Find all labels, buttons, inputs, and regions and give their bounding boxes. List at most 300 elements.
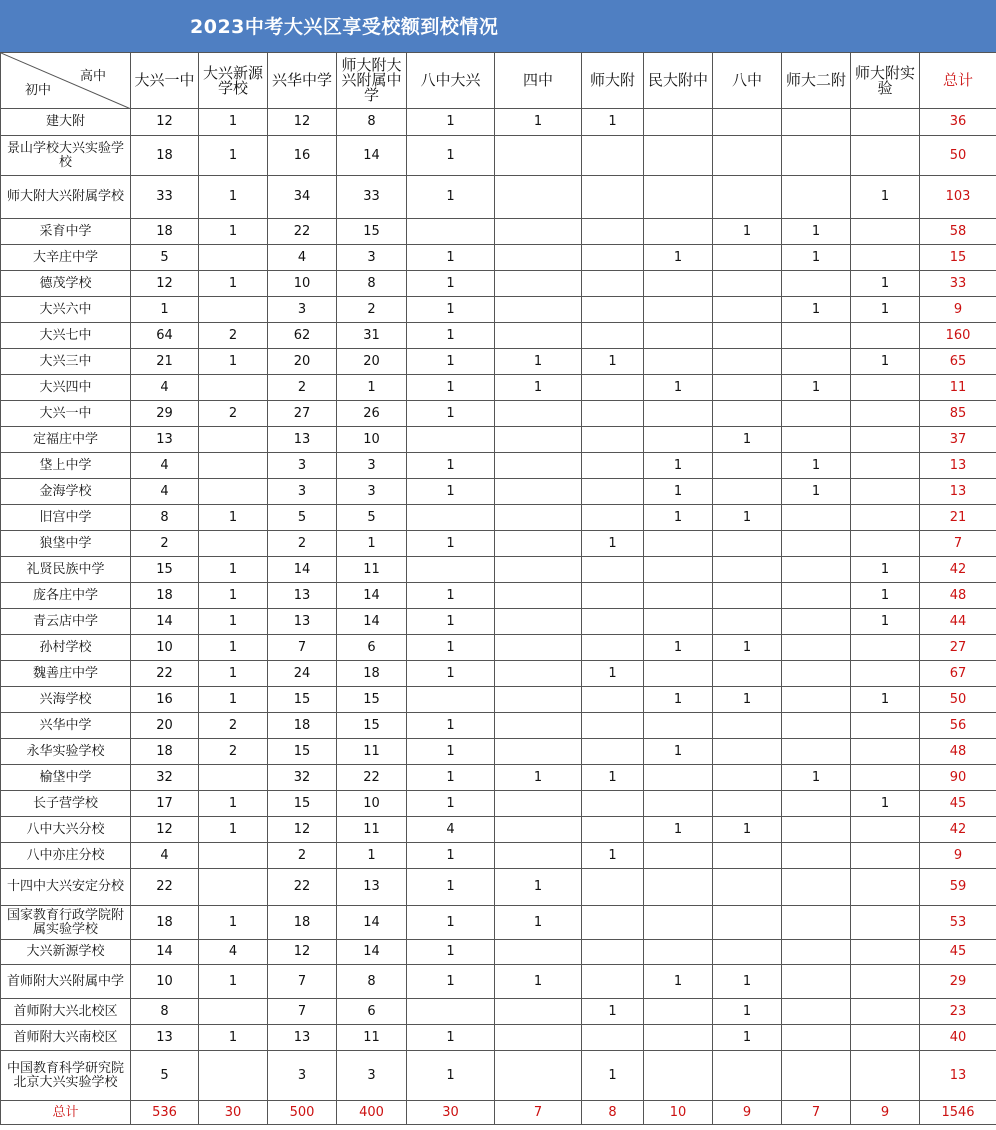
quota-cell: 1 [782, 297, 851, 323]
table-row [1, 635, 996, 661]
quota-cell: 4 [131, 843, 199, 869]
quota-cell [199, 479, 268, 505]
table-body [1, 109, 996, 1125]
quota-cell [782, 176, 851, 219]
quota-cell: 8 [337, 271, 407, 297]
school-name-cell: 兴海学校 [1, 687, 131, 713]
quota-cell: 1 [644, 965, 713, 999]
quota-cell [582, 479, 644, 505]
quota-cell: 1 [199, 557, 268, 583]
admission-table [0, 52, 996, 1125]
quota-cell [782, 505, 851, 531]
quota-cell [495, 1051, 582, 1101]
row-total-cell: 160 [920, 323, 996, 349]
row-total-cell: 65 [920, 349, 996, 375]
quota-cell: 11 [337, 557, 407, 583]
quota-cell [495, 176, 582, 219]
quota-cell: 1 [782, 219, 851, 245]
quota-cell: 2 [268, 531, 337, 557]
row-total-cell: 23 [920, 999, 996, 1025]
quota-cell: 15 [337, 687, 407, 713]
quota-cell [644, 661, 713, 687]
quota-cell [582, 505, 644, 531]
quota-cell: 20 [337, 349, 407, 375]
table-row [1, 609, 996, 635]
quota-cell: 7 [268, 999, 337, 1025]
quota-cell: 2 [199, 739, 268, 765]
quota-cell [495, 713, 582, 739]
quota-cell [713, 713, 782, 739]
quota-cell [851, 999, 920, 1025]
quota-cell: 1 [407, 713, 495, 739]
quota-cell [644, 843, 713, 869]
quota-cell [582, 609, 644, 635]
quota-cell: 2 [268, 375, 337, 401]
quota-cell: 1 [851, 349, 920, 375]
quota-cell: 1 [851, 687, 920, 713]
quota-cell: 8 [131, 999, 199, 1025]
column-total-cell: 536 [131, 1101, 199, 1125]
quota-cell: 4 [407, 817, 495, 843]
quota-cell: 14 [337, 136, 407, 176]
quota-cell [582, 557, 644, 583]
quota-cell: 1 [407, 479, 495, 505]
quota-cell [713, 609, 782, 635]
quota-cell [495, 557, 582, 583]
quota-cell: 1 [495, 765, 582, 791]
quota-cell: 1 [199, 791, 268, 817]
quota-cell [495, 687, 582, 713]
quota-cell [582, 427, 644, 453]
row-total-cell: 50 [920, 136, 996, 176]
quota-cell [495, 136, 582, 176]
quota-cell: 1 [495, 906, 582, 940]
school-name-cell: 首师附大兴附属中学 [1, 965, 131, 999]
column-total-cell: 9 [713, 1101, 782, 1125]
column-header: 师大附 [582, 53, 644, 109]
school-name-cell: 庞各庄中学 [1, 583, 131, 609]
quota-cell [495, 323, 582, 349]
school-name-cell: 孙村学校 [1, 635, 131, 661]
quota-cell: 4 [131, 375, 199, 401]
quota-cell: 1 [199, 349, 268, 375]
quota-cell: 1 [407, 1051, 495, 1101]
quota-cell [782, 906, 851, 940]
school-name-cell: 十四中大兴安定分校 [1, 869, 131, 906]
quota-cell: 1 [199, 661, 268, 687]
row-total-cell: 37 [920, 427, 996, 453]
quota-cell: 15 [337, 713, 407, 739]
row-total-cell: 36 [920, 109, 996, 136]
quota-cell: 1 [407, 401, 495, 427]
quota-cell [644, 1025, 713, 1051]
quota-cell [851, 375, 920, 401]
quota-cell [851, 817, 920, 843]
quota-cell [782, 817, 851, 843]
quota-cell [782, 739, 851, 765]
quota-cell [782, 401, 851, 427]
quota-cell [644, 765, 713, 791]
quota-cell [851, 906, 920, 940]
row-total-cell: 13 [920, 453, 996, 479]
quota-cell [782, 323, 851, 349]
quota-cell: 1 [407, 869, 495, 906]
quota-cell: 10 [268, 271, 337, 297]
school-name-cell: 垡上中学 [1, 453, 131, 479]
quota-cell: 1 [199, 505, 268, 531]
quota-cell: 1 [407, 176, 495, 219]
quota-cell: 13 [268, 583, 337, 609]
quota-cell [495, 583, 582, 609]
quota-cell [495, 999, 582, 1025]
quota-cell: 3 [337, 453, 407, 479]
quota-cell: 11 [337, 817, 407, 843]
quota-cell: 14 [337, 583, 407, 609]
quota-cell [851, 505, 920, 531]
quota-cell: 1 [131, 297, 199, 323]
quota-cell: 1 [199, 271, 268, 297]
row-total-cell: 21 [920, 505, 996, 531]
quota-cell: 1 [407, 635, 495, 661]
quota-cell [713, 1051, 782, 1101]
quota-cell [713, 479, 782, 505]
quota-cell [495, 453, 582, 479]
row-total-cell: 44 [920, 609, 996, 635]
row-total-cell: 48 [920, 739, 996, 765]
quota-cell [851, 843, 920, 869]
quota-cell [407, 505, 495, 531]
row-total-cell: 45 [920, 940, 996, 965]
table-row [1, 817, 996, 843]
table-row [1, 557, 996, 583]
quota-cell: 1 [495, 109, 582, 136]
school-name-cell: 采育中学 [1, 219, 131, 245]
quota-cell [713, 583, 782, 609]
quota-cell [782, 713, 851, 739]
quota-cell [495, 791, 582, 817]
quota-cell [199, 453, 268, 479]
table-row [1, 791, 996, 817]
table-row [1, 375, 996, 401]
quota-cell: 33 [337, 176, 407, 219]
quota-cell: 1 [713, 505, 782, 531]
quota-cell [851, 1051, 920, 1101]
quota-cell: 20 [131, 713, 199, 739]
quota-cell [495, 219, 582, 245]
quota-cell: 1 [199, 1025, 268, 1051]
quota-cell: 2 [199, 713, 268, 739]
quota-cell [582, 375, 644, 401]
school-name-cell: 景山学校大兴实验学校 [1, 136, 131, 176]
quota-cell: 8 [131, 505, 199, 531]
quota-cell: 6 [337, 635, 407, 661]
quota-cell [582, 635, 644, 661]
quota-cell [582, 869, 644, 906]
quota-cell [495, 505, 582, 531]
quota-cell: 20 [268, 349, 337, 375]
quota-cell: 22 [268, 219, 337, 245]
quota-cell [644, 531, 713, 557]
quota-cell [713, 453, 782, 479]
quota-cell: 18 [131, 583, 199, 609]
table-row [1, 965, 996, 999]
quota-cell: 1 [407, 965, 495, 999]
quota-cell: 1 [407, 1025, 495, 1051]
quota-cell: 24 [268, 661, 337, 687]
table-row [1, 869, 996, 906]
quota-cell: 1 [407, 765, 495, 791]
table-row [1, 297, 996, 323]
school-name-cell: 大兴新源学校 [1, 940, 131, 965]
total-label-cell: 总计 [1, 1101, 131, 1125]
quota-cell [851, 427, 920, 453]
quota-cell [644, 297, 713, 323]
quota-cell: 7 [268, 965, 337, 999]
row-total-cell: 13 [920, 1051, 996, 1101]
quota-cell: 13 [268, 427, 337, 453]
row-total-cell: 15 [920, 245, 996, 271]
quota-cell [713, 557, 782, 583]
row-total-cell: 11 [920, 375, 996, 401]
school-name-cell: 首师附大兴南校区 [1, 1025, 131, 1051]
quota-cell [495, 843, 582, 869]
quota-cell: 3 [268, 1051, 337, 1101]
row-total-cell: 103 [920, 176, 996, 219]
column-header: 师大附大兴附属中学 [337, 53, 407, 109]
quota-cell: 18 [131, 739, 199, 765]
school-name-cell: 八中亦庄分校 [1, 843, 131, 869]
quota-cell [782, 109, 851, 136]
quota-cell: 1 [199, 609, 268, 635]
quota-cell: 1 [407, 375, 495, 401]
quota-cell: 14 [337, 940, 407, 965]
quota-cell: 1 [337, 375, 407, 401]
quota-cell [713, 531, 782, 557]
quota-cell [713, 176, 782, 219]
table-row [1, 109, 996, 136]
quota-cell: 32 [131, 765, 199, 791]
table-row [1, 906, 996, 940]
row-total-cell: 42 [920, 557, 996, 583]
row-total-cell: 42 [920, 817, 996, 843]
quota-cell: 1 [582, 109, 644, 136]
quota-cell: 2 [337, 297, 407, 323]
column-header: 总计 [920, 53, 996, 109]
quota-cell: 14 [268, 557, 337, 583]
quota-cell [782, 661, 851, 687]
row-total-cell: 45 [920, 791, 996, 817]
quota-cell [582, 713, 644, 739]
quota-cell: 1 [582, 531, 644, 557]
quota-cell: 3 [337, 1051, 407, 1101]
table-row [1, 427, 996, 453]
quota-cell: 15 [268, 687, 337, 713]
table-row [1, 505, 996, 531]
quota-cell [713, 375, 782, 401]
school-name-cell: 师大附大兴附属学校 [1, 176, 131, 219]
table-row [1, 765, 996, 791]
quota-cell: 1 [582, 843, 644, 869]
quota-cell [582, 965, 644, 999]
quota-cell [851, 1025, 920, 1051]
quota-cell: 1 [199, 687, 268, 713]
quota-cell: 33 [131, 176, 199, 219]
quota-cell: 8 [337, 965, 407, 999]
quota-cell: 13 [268, 1025, 337, 1051]
quota-cell [582, 219, 644, 245]
quota-cell: 1 [713, 817, 782, 843]
quota-cell: 1 [582, 765, 644, 791]
quota-cell: 1 [199, 109, 268, 136]
quota-cell [713, 401, 782, 427]
quota-cell [782, 1051, 851, 1101]
column-total-cell: 500 [268, 1101, 337, 1125]
quota-cell [582, 906, 644, 940]
quota-cell: 1 [407, 297, 495, 323]
quota-cell [582, 245, 644, 271]
quota-cell [782, 349, 851, 375]
quota-cell [644, 906, 713, 940]
quota-cell: 13 [131, 427, 199, 453]
quota-cell [199, 375, 268, 401]
quota-cell [713, 297, 782, 323]
table-row [1, 687, 996, 713]
quota-cell: 1 [644, 505, 713, 531]
quota-cell [713, 109, 782, 136]
school-name-cell: 八中大兴分校 [1, 817, 131, 843]
corner-cell [1, 53, 131, 109]
school-name-cell: 礼贤民族中学 [1, 557, 131, 583]
quota-cell: 10 [337, 791, 407, 817]
quota-cell: 10 [131, 635, 199, 661]
quota-cell: 1 [199, 965, 268, 999]
quota-cell [582, 817, 644, 843]
quota-cell [407, 427, 495, 453]
school-name-cell: 大兴六中 [1, 297, 131, 323]
quota-cell [782, 843, 851, 869]
quota-cell [495, 271, 582, 297]
quota-cell [582, 583, 644, 609]
quota-cell: 62 [268, 323, 337, 349]
table-row [1, 323, 996, 349]
quota-cell [644, 1051, 713, 1101]
quota-cell [782, 557, 851, 583]
quota-cell [495, 479, 582, 505]
quota-cell [199, 531, 268, 557]
quota-cell [782, 1025, 851, 1051]
title-bar [0, 0, 996, 52]
row-total-cell: 9 [920, 297, 996, 323]
quota-cell [782, 531, 851, 557]
quota-cell [851, 713, 920, 739]
quota-cell: 12 [268, 940, 337, 965]
quota-cell: 1 [851, 557, 920, 583]
quota-cell: 22 [131, 869, 199, 906]
quota-cell [495, 531, 582, 557]
quota-cell: 14 [337, 609, 407, 635]
quota-cell: 1 [713, 965, 782, 999]
quota-cell: 18 [131, 906, 199, 940]
quota-cell: 1 [713, 427, 782, 453]
quota-cell [644, 271, 713, 297]
quota-cell [582, 323, 644, 349]
quota-cell [713, 906, 782, 940]
school-name-cell: 大兴一中 [1, 401, 131, 427]
quota-cell [582, 687, 644, 713]
quota-cell: 18 [268, 906, 337, 940]
quota-cell [644, 557, 713, 583]
quota-cell [782, 635, 851, 661]
school-name-cell: 兴华中学 [1, 713, 131, 739]
quota-cell [713, 940, 782, 965]
quota-cell: 1 [782, 453, 851, 479]
quota-cell [495, 940, 582, 965]
table-row [1, 136, 996, 176]
quota-cell [782, 965, 851, 999]
quota-cell [644, 869, 713, 906]
quota-cell [644, 791, 713, 817]
quota-cell [782, 271, 851, 297]
quota-cell: 1 [713, 219, 782, 245]
quota-cell [199, 297, 268, 323]
quota-cell: 1 [851, 271, 920, 297]
quota-cell: 1 [407, 739, 495, 765]
quota-cell: 1 [644, 453, 713, 479]
quota-cell: 1 [644, 635, 713, 661]
quota-cell [782, 869, 851, 906]
column-total-cell: 10 [644, 1101, 713, 1125]
quota-cell [407, 557, 495, 583]
quota-cell: 1 [582, 1051, 644, 1101]
column-header: 民大附中 [644, 53, 713, 109]
quota-cell: 3 [268, 453, 337, 479]
quota-cell [199, 765, 268, 791]
quota-cell [644, 609, 713, 635]
table-row [1, 1051, 996, 1101]
column-header: 四中 [495, 53, 582, 109]
table-row [1, 401, 996, 427]
quota-cell: 29 [131, 401, 199, 427]
quota-cell: 4 [268, 245, 337, 271]
column-total-cell: 400 [337, 1101, 407, 1125]
quota-cell: 3 [337, 245, 407, 271]
quota-cell: 13 [131, 1025, 199, 1051]
quota-cell: 1 [782, 765, 851, 791]
quota-cell [407, 687, 495, 713]
quota-cell: 1 [199, 136, 268, 176]
quota-cell: 4 [131, 453, 199, 479]
quota-cell [495, 245, 582, 271]
row-total-cell: 85 [920, 401, 996, 427]
quota-cell: 1 [644, 687, 713, 713]
corner-label-high-school: 高中 [79, 69, 106, 84]
table-row [1, 999, 996, 1025]
quota-cell: 1 [407, 453, 495, 479]
header-row [1, 53, 996, 109]
school-name-cell: 德茂学校 [1, 271, 131, 297]
row-total-cell: 40 [920, 1025, 996, 1051]
column-total-cell: 30 [199, 1101, 268, 1125]
quota-cell [199, 869, 268, 906]
quota-cell [582, 791, 644, 817]
quota-cell: 1 [407, 245, 495, 271]
table-row [1, 349, 996, 375]
quota-cell: 1 [782, 375, 851, 401]
quota-cell: 8 [337, 109, 407, 136]
table-row [1, 453, 996, 479]
quota-cell [851, 635, 920, 661]
column-header: 师大二附 [782, 53, 851, 109]
